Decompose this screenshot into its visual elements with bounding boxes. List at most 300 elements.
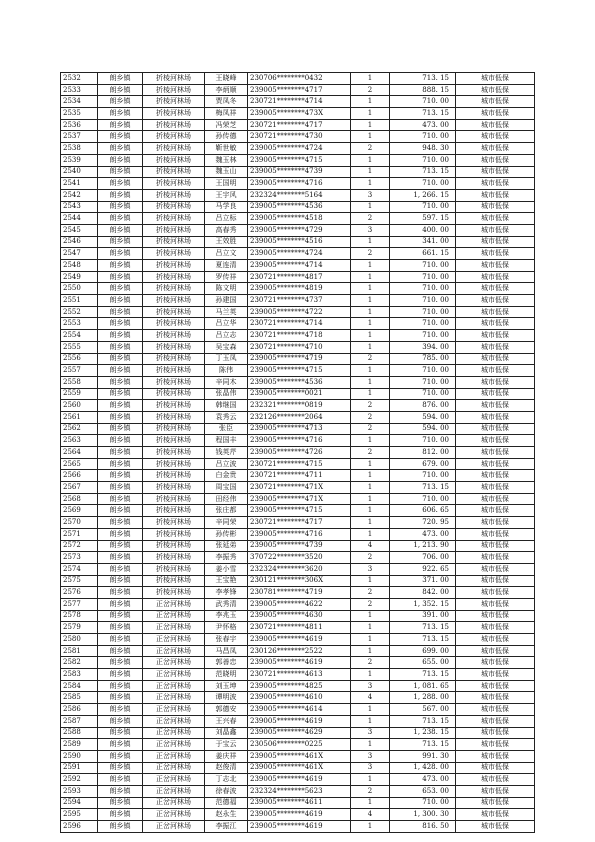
row-number-cell: 2586 bbox=[61, 704, 98, 716]
name-cell: 辛同荣 bbox=[205, 517, 248, 529]
table-row bbox=[61, 470, 535, 482]
town-cell: 朗乡镇 bbox=[98, 575, 143, 587]
id-number-cell: 239005********4536 bbox=[248, 376, 351, 388]
table-row bbox=[61, 376, 535, 388]
name-cell: 刘玉坤 bbox=[205, 680, 248, 692]
id-number-cell: 239005********0021 bbox=[248, 388, 351, 400]
name-cell: 吕立波 bbox=[205, 458, 248, 470]
household-size-cell: 2 bbox=[351, 411, 390, 423]
table-row bbox=[61, 622, 535, 634]
name-cell: 贾凤冬 bbox=[205, 96, 248, 108]
assistance-type-cell: 城市低保 bbox=[456, 552, 535, 564]
table-row bbox=[61, 575, 535, 587]
amount-cell: 594. 00 bbox=[390, 423, 456, 435]
assistance-type-cell: 城市低保 bbox=[456, 715, 535, 727]
household-size-cell: 2 bbox=[351, 587, 390, 599]
row-number-cell: 2548 bbox=[61, 260, 98, 272]
household-size-cell: 1 bbox=[351, 517, 390, 529]
forest-farm-cell: 折棱河林场 bbox=[143, 283, 205, 295]
row-number-cell: 2540 bbox=[61, 166, 98, 178]
row-number-cell: 2576 bbox=[61, 587, 98, 599]
amount-cell: 710. 00 bbox=[390, 376, 456, 388]
id-number-cell: 230721********4714 bbox=[248, 318, 351, 330]
table-row bbox=[61, 774, 535, 786]
forest-farm-cell: 折棱河林场 bbox=[143, 470, 205, 482]
forest-farm-cell: 正岔河林场 bbox=[143, 634, 205, 646]
amount-cell: 655. 00 bbox=[390, 657, 456, 669]
row-number-cell: 2596 bbox=[61, 821, 98, 833]
town-cell: 朗乡镇 bbox=[98, 376, 143, 388]
table-row bbox=[61, 540, 535, 552]
town-cell: 朗乡镇 bbox=[98, 669, 143, 681]
town-cell: 朗乡镇 bbox=[98, 797, 143, 809]
row-number-cell: 2563 bbox=[61, 435, 98, 447]
row-number-cell: 2533 bbox=[61, 84, 98, 96]
table-row bbox=[61, 248, 535, 260]
row-number-cell: 2555 bbox=[61, 341, 98, 353]
id-number-cell: 370722********3520 bbox=[248, 552, 351, 564]
forest-farm-cell: 折棱河林场 bbox=[143, 447, 205, 459]
town-cell: 朗乡镇 bbox=[98, 353, 143, 365]
name-cell: 郭德安 bbox=[205, 704, 248, 716]
table-row bbox=[61, 762, 535, 774]
amount-cell: 706. 00 bbox=[390, 552, 456, 564]
assistance-type-cell: 城市低保 bbox=[456, 108, 535, 120]
id-number-cell: 239005********4716 bbox=[248, 178, 351, 190]
amount-cell: 1, 352. 15 bbox=[390, 598, 456, 610]
household-size-cell: 1 bbox=[351, 306, 390, 318]
assistance-type-cell: 城市低保 bbox=[456, 517, 535, 529]
household-size-cell: 1 bbox=[351, 283, 390, 295]
town-cell: 朗乡镇 bbox=[98, 493, 143, 505]
name-cell: 张延弟 bbox=[205, 540, 248, 552]
household-size-cell: 1 bbox=[351, 236, 390, 248]
id-number-cell: 230721********4817 bbox=[248, 271, 351, 283]
id-number-cell: 239005********4630 bbox=[248, 610, 351, 622]
table-row bbox=[61, 715, 535, 727]
id-number-cell: 239005********4739 bbox=[248, 166, 351, 178]
table-body bbox=[61, 73, 535, 833]
forest-farm-cell: 正岔河林场 bbox=[143, 809, 205, 821]
id-number-cell: 230721********4717 bbox=[248, 119, 351, 131]
household-size-cell: 3 bbox=[351, 727, 390, 739]
name-cell: 白金贵 bbox=[205, 470, 248, 482]
assistance-type-cell: 城市低保 bbox=[456, 423, 535, 435]
id-number-cell: 232324********5164 bbox=[248, 189, 351, 201]
row-number-cell: 2571 bbox=[61, 528, 98, 540]
forest-farm-cell: 折棱河林场 bbox=[143, 108, 205, 120]
id-number-cell: 230121********306X bbox=[248, 575, 351, 587]
assistance-type-cell: 城市低保 bbox=[456, 248, 535, 260]
amount-cell: 713. 15 bbox=[390, 108, 456, 120]
household-size-cell: 2 bbox=[351, 785, 390, 797]
amount-cell: 948. 30 bbox=[390, 143, 456, 155]
forest-farm-cell: 折棱河林场 bbox=[143, 458, 205, 470]
town-cell: 朗乡镇 bbox=[98, 260, 143, 272]
name-cell: 丁玉凤 bbox=[205, 353, 248, 365]
id-number-cell: 230721********4730 bbox=[248, 131, 351, 143]
table-row bbox=[61, 131, 535, 143]
town-cell: 朗乡镇 bbox=[98, 108, 143, 120]
assistance-type-cell: 城市低保 bbox=[456, 458, 535, 470]
household-size-cell: 1 bbox=[351, 271, 390, 283]
assistance-type-cell: 城市低保 bbox=[456, 341, 535, 353]
name-cell: 徐春波 bbox=[205, 785, 248, 797]
town-cell: 朗乡镇 bbox=[98, 423, 143, 435]
row-number-cell: 2579 bbox=[61, 622, 98, 634]
assistance-type-cell: 城市低保 bbox=[456, 295, 535, 307]
town-cell: 朗乡镇 bbox=[98, 189, 143, 201]
id-number-cell: 230506********0225 bbox=[248, 739, 351, 751]
id-number-cell: 239005********4726 bbox=[248, 447, 351, 459]
id-number-cell: 239005********4619 bbox=[248, 715, 351, 727]
name-cell: 吕立标 bbox=[205, 213, 248, 225]
household-size-cell: 3 bbox=[351, 750, 390, 762]
row-number-cell: 2593 bbox=[61, 785, 98, 797]
assistance-type-cell: 城市低保 bbox=[456, 73, 535, 85]
forest-farm-cell: 折棱河林场 bbox=[143, 376, 205, 388]
forest-farm-cell: 正岔河林场 bbox=[143, 669, 205, 681]
name-cell: 刘晶鑫 bbox=[205, 727, 248, 739]
forest-farm-cell: 折棱河林场 bbox=[143, 318, 205, 330]
amount-cell: 812. 00 bbox=[390, 447, 456, 459]
id-number-cell: 239005********4614 bbox=[248, 704, 351, 716]
table-row bbox=[61, 341, 535, 353]
amount-cell: 710. 00 bbox=[390, 797, 456, 809]
amount-cell: 1, 266. 15 bbox=[390, 189, 456, 201]
household-size-cell: 3 bbox=[351, 224, 390, 236]
amount-cell: 400. 00 bbox=[390, 224, 456, 236]
name-cell: 吕立文 bbox=[205, 248, 248, 260]
name-cell: 张臣 bbox=[205, 423, 248, 435]
id-number-cell: 230721********4715 bbox=[248, 458, 351, 470]
town-cell: 朗乡镇 bbox=[98, 318, 143, 330]
amount-cell: 394. 00 bbox=[390, 341, 456, 353]
household-size-cell: 1 bbox=[351, 704, 390, 716]
town-cell: 朗乡镇 bbox=[98, 131, 143, 143]
row-number-cell: 2554 bbox=[61, 330, 98, 342]
amount-cell: 710. 00 bbox=[390, 283, 456, 295]
row-number-cell: 2590 bbox=[61, 750, 98, 762]
name-cell: 王晓峰 bbox=[205, 73, 248, 85]
forest-farm-cell: 折棱河林场 bbox=[143, 260, 205, 272]
table-row bbox=[61, 271, 535, 283]
forest-farm-cell: 折棱河林场 bbox=[143, 528, 205, 540]
id-number-cell: 239005********4724 bbox=[248, 248, 351, 260]
table-row bbox=[61, 178, 535, 190]
amount-cell: 785. 00 bbox=[390, 353, 456, 365]
amount-cell: 710. 00 bbox=[390, 306, 456, 318]
table-row bbox=[61, 634, 535, 646]
table-row bbox=[61, 400, 535, 412]
amount-cell: 710. 00 bbox=[390, 470, 456, 482]
row-number-cell: 2532 bbox=[61, 73, 98, 85]
table-row bbox=[61, 411, 535, 423]
table-row bbox=[61, 610, 535, 622]
household-size-cell: 2 bbox=[351, 423, 390, 435]
forest-farm-cell: 折棱河林场 bbox=[143, 189, 205, 201]
household-size-cell: 1 bbox=[351, 739, 390, 751]
household-size-cell: 1 bbox=[351, 470, 390, 482]
amount-cell: 567. 00 bbox=[390, 704, 456, 716]
household-size-cell: 1 bbox=[351, 260, 390, 272]
town-cell: 朗乡镇 bbox=[98, 517, 143, 529]
household-size-cell: 1 bbox=[351, 505, 390, 517]
household-size-cell: 2 bbox=[351, 248, 390, 260]
name-cell: 钱英芹 bbox=[205, 447, 248, 459]
household-size-cell: 1 bbox=[351, 131, 390, 143]
assistance-type-cell: 城市低保 bbox=[456, 470, 535, 482]
table-row bbox=[61, 306, 535, 318]
row-number-cell: 2592 bbox=[61, 774, 98, 786]
name-cell: 吕立华 bbox=[205, 318, 248, 330]
forest-farm-cell: 折棱河林场 bbox=[143, 482, 205, 494]
row-number-cell: 2588 bbox=[61, 727, 98, 739]
table-row bbox=[61, 143, 535, 155]
assistance-type-cell: 城市低保 bbox=[456, 84, 535, 96]
id-number-cell: 239005********4717 bbox=[248, 84, 351, 96]
row-number-cell: 2550 bbox=[61, 283, 98, 295]
household-size-cell: 2 bbox=[351, 213, 390, 225]
row-number-cell: 2561 bbox=[61, 411, 98, 423]
amount-cell: 606. 65 bbox=[390, 505, 456, 517]
assistance-type-cell: 城市低保 bbox=[456, 622, 535, 634]
assistance-type-cell: 城市低保 bbox=[456, 704, 535, 716]
id-number-cell: 239005********461X bbox=[248, 762, 351, 774]
household-size-cell: 1 bbox=[351, 435, 390, 447]
row-number-cell: 2569 bbox=[61, 505, 98, 517]
town-cell: 朗乡镇 bbox=[98, 657, 143, 669]
table-row bbox=[61, 154, 535, 166]
name-cell: 田经伟 bbox=[205, 493, 248, 505]
name-cell: 郭善忠 bbox=[205, 657, 248, 669]
row-number-cell: 2565 bbox=[61, 458, 98, 470]
assistance-type-cell: 城市低保 bbox=[456, 750, 535, 762]
name-cell: 孙传德 bbox=[205, 131, 248, 143]
name-cell: 李孝锋 bbox=[205, 587, 248, 599]
forest-farm-cell: 折棱河林场 bbox=[143, 248, 205, 260]
id-number-cell: 230706********0432 bbox=[248, 73, 351, 85]
forest-farm-cell: 正岔河林场 bbox=[143, 774, 205, 786]
table-row bbox=[61, 704, 535, 716]
forest-farm-cell: 正岔河林场 bbox=[143, 727, 205, 739]
household-size-cell: 1 bbox=[351, 295, 390, 307]
name-cell: 于宝云 bbox=[205, 739, 248, 751]
forest-farm-cell: 折棱河林场 bbox=[143, 224, 205, 236]
household-size-cell: 1 bbox=[351, 575, 390, 587]
name-cell: 李振秀 bbox=[205, 552, 248, 564]
forest-farm-cell: 正岔河林场 bbox=[143, 598, 205, 610]
assistance-type-cell: 城市低保 bbox=[456, 236, 535, 248]
assistance-type-cell: 城市低保 bbox=[456, 797, 535, 809]
town-cell: 朗乡镇 bbox=[98, 680, 143, 692]
name-cell: 王国明 bbox=[205, 178, 248, 190]
id-number-cell: 239005********4536 bbox=[248, 201, 351, 213]
id-number-cell: 239005********4714 bbox=[248, 260, 351, 272]
forest-farm-cell: 折棱河林场 bbox=[143, 505, 205, 517]
household-size-cell: 1 bbox=[351, 797, 390, 809]
amount-cell: 816. 50 bbox=[390, 821, 456, 833]
forest-farm-cell: 正岔河林场 bbox=[143, 797, 205, 809]
row-number-cell: 2562 bbox=[61, 423, 98, 435]
name-cell: 吕立志 bbox=[205, 330, 248, 342]
amount-cell: 473. 00 bbox=[390, 774, 456, 786]
table-row bbox=[61, 727, 535, 739]
table-row bbox=[61, 73, 535, 85]
town-cell: 朗乡镇 bbox=[98, 96, 143, 108]
town-cell: 朗乡镇 bbox=[98, 598, 143, 610]
row-number-cell: 2580 bbox=[61, 634, 98, 646]
forest-farm-cell: 折棱河林场 bbox=[143, 540, 205, 552]
name-cell: 范晓明 bbox=[205, 669, 248, 681]
forest-farm-cell: 折棱河林场 bbox=[143, 493, 205, 505]
forest-farm-cell: 折棱河林场 bbox=[143, 131, 205, 143]
table-row bbox=[61, 435, 535, 447]
amount-cell: 710. 00 bbox=[390, 131, 456, 143]
town-cell: 朗乡镇 bbox=[98, 213, 143, 225]
row-number-cell: 2558 bbox=[61, 376, 98, 388]
table-row bbox=[61, 493, 535, 505]
amount-cell: 597. 15 bbox=[390, 213, 456, 225]
household-size-cell: 2 bbox=[351, 84, 390, 96]
row-number-cell: 2574 bbox=[61, 563, 98, 575]
forest-farm-cell: 折棱河林场 bbox=[143, 330, 205, 342]
table-row bbox=[61, 189, 535, 201]
assistance-type-cell: 城市低保 bbox=[456, 96, 535, 108]
row-number-cell: 2595 bbox=[61, 809, 98, 821]
household-size-cell: 1 bbox=[351, 634, 390, 646]
forest-farm-cell: 正岔河林场 bbox=[143, 610, 205, 622]
amount-cell: 371. 00 bbox=[390, 575, 456, 587]
forest-farm-cell: 折棱河林场 bbox=[143, 119, 205, 131]
amount-cell: 842. 00 bbox=[390, 587, 456, 599]
row-number-cell: 2536 bbox=[61, 119, 98, 131]
row-number-cell: 2549 bbox=[61, 271, 98, 283]
assistance-type-cell: 城市低保 bbox=[456, 131, 535, 143]
id-number-cell: 239005********4729 bbox=[248, 224, 351, 236]
town-cell: 朗乡镇 bbox=[98, 809, 143, 821]
forest-farm-cell: 折棱河林场 bbox=[143, 236, 205, 248]
amount-cell: 341. 00 bbox=[390, 236, 456, 248]
forest-farm-cell: 折棱河林场 bbox=[143, 388, 205, 400]
assistance-type-cell: 城市低保 bbox=[456, 821, 535, 833]
forest-farm-cell: 折棱河林场 bbox=[143, 178, 205, 190]
assistance-type-cell: 城市低保 bbox=[456, 528, 535, 540]
table-row bbox=[61, 458, 535, 470]
row-number-cell: 2547 bbox=[61, 248, 98, 260]
assistance-type-cell: 城市低保 bbox=[456, 493, 535, 505]
name-cell: 魏玉山 bbox=[205, 166, 248, 178]
household-size-cell: 1 bbox=[351, 821, 390, 833]
table-row bbox=[61, 108, 535, 120]
assistance-type-cell: 城市低保 bbox=[456, 680, 535, 692]
assistance-type-cell: 城市低保 bbox=[456, 166, 535, 178]
assistance-type-cell: 城市低保 bbox=[456, 119, 535, 131]
town-cell: 朗乡镇 bbox=[98, 785, 143, 797]
household-size-cell: 4 bbox=[351, 540, 390, 552]
table-row bbox=[61, 809, 535, 821]
assistance-type-cell: 城市低保 bbox=[456, 598, 535, 610]
household-size-cell: 1 bbox=[351, 166, 390, 178]
id-number-cell: 239005********4825 bbox=[248, 680, 351, 692]
id-number-cell: 239005********4610 bbox=[248, 692, 351, 704]
table-row bbox=[61, 797, 535, 809]
row-number-cell: 2545 bbox=[61, 224, 98, 236]
name-cell: 张晶伟 bbox=[205, 388, 248, 400]
name-cell: 王效胜 bbox=[205, 236, 248, 248]
household-size-cell: 1 bbox=[351, 201, 390, 213]
town-cell: 朗乡镇 bbox=[98, 388, 143, 400]
table-row bbox=[61, 447, 535, 459]
table-row bbox=[61, 295, 535, 307]
amount-cell: 1, 238. 15 bbox=[390, 727, 456, 739]
amount-cell: 391. 00 bbox=[390, 610, 456, 622]
household-size-cell: 1 bbox=[351, 669, 390, 681]
town-cell: 朗乡镇 bbox=[98, 458, 143, 470]
row-number-cell: 2575 bbox=[61, 575, 98, 587]
forest-farm-cell: 折棱河林场 bbox=[143, 84, 205, 96]
household-size-cell: 1 bbox=[351, 108, 390, 120]
table-row bbox=[61, 482, 535, 494]
forest-farm-cell: 折棱河林场 bbox=[143, 306, 205, 318]
household-size-cell: 1 bbox=[351, 365, 390, 377]
row-number-cell: 2551 bbox=[61, 295, 98, 307]
forest-farm-cell: 折棱河林场 bbox=[143, 154, 205, 166]
amount-cell: 991. 30 bbox=[390, 750, 456, 762]
row-number-cell: 2560 bbox=[61, 400, 98, 412]
id-number-cell: 232324********5623 bbox=[248, 785, 351, 797]
household-size-cell: 3 bbox=[351, 563, 390, 575]
assistance-type-cell: 城市低保 bbox=[456, 213, 535, 225]
name-cell: 陈文明 bbox=[205, 283, 248, 295]
household-size-cell: 1 bbox=[351, 493, 390, 505]
household-size-cell: 1 bbox=[351, 318, 390, 330]
name-cell: 丁志北 bbox=[205, 774, 248, 786]
town-cell: 朗乡镇 bbox=[98, 283, 143, 295]
forest-farm-cell: 正岔河林场 bbox=[143, 692, 205, 704]
row-number-cell: 2577 bbox=[61, 598, 98, 610]
table-row bbox=[61, 96, 535, 108]
amount-cell: 710. 00 bbox=[390, 178, 456, 190]
town-cell: 朗乡镇 bbox=[98, 739, 143, 751]
household-size-cell: 1 bbox=[351, 73, 390, 85]
town-cell: 朗乡镇 bbox=[98, 634, 143, 646]
table-row bbox=[61, 236, 535, 248]
table-row bbox=[61, 318, 535, 330]
household-size-cell: 1 bbox=[351, 645, 390, 657]
row-number-cell: 2537 bbox=[61, 131, 98, 143]
amount-cell: 473. 00 bbox=[390, 528, 456, 540]
row-number-cell: 2582 bbox=[61, 657, 98, 669]
amount-cell: 713. 15 bbox=[390, 715, 456, 727]
id-number-cell: 239005********4719 bbox=[248, 353, 351, 365]
town-cell: 朗乡镇 bbox=[98, 622, 143, 634]
id-number-cell: 239005********471X bbox=[248, 493, 351, 505]
table-row bbox=[61, 224, 535, 236]
amount-cell: 1, 300. 30 bbox=[390, 809, 456, 821]
assistance-type-cell: 城市低保 bbox=[456, 692, 535, 704]
table-row bbox=[61, 84, 535, 96]
forest-farm-cell: 折棱河林场 bbox=[143, 201, 205, 213]
household-size-cell: 2 bbox=[351, 447, 390, 459]
name-cell: 马兰英 bbox=[205, 306, 248, 318]
row-number-cell: 2564 bbox=[61, 447, 98, 459]
forest-farm-cell: 折棱河林场 bbox=[143, 435, 205, 447]
table-row bbox=[61, 669, 535, 681]
town-cell: 朗乡镇 bbox=[98, 821, 143, 833]
assistance-type-cell: 城市低保 bbox=[456, 189, 535, 201]
name-cell: 王宝艳 bbox=[205, 575, 248, 587]
